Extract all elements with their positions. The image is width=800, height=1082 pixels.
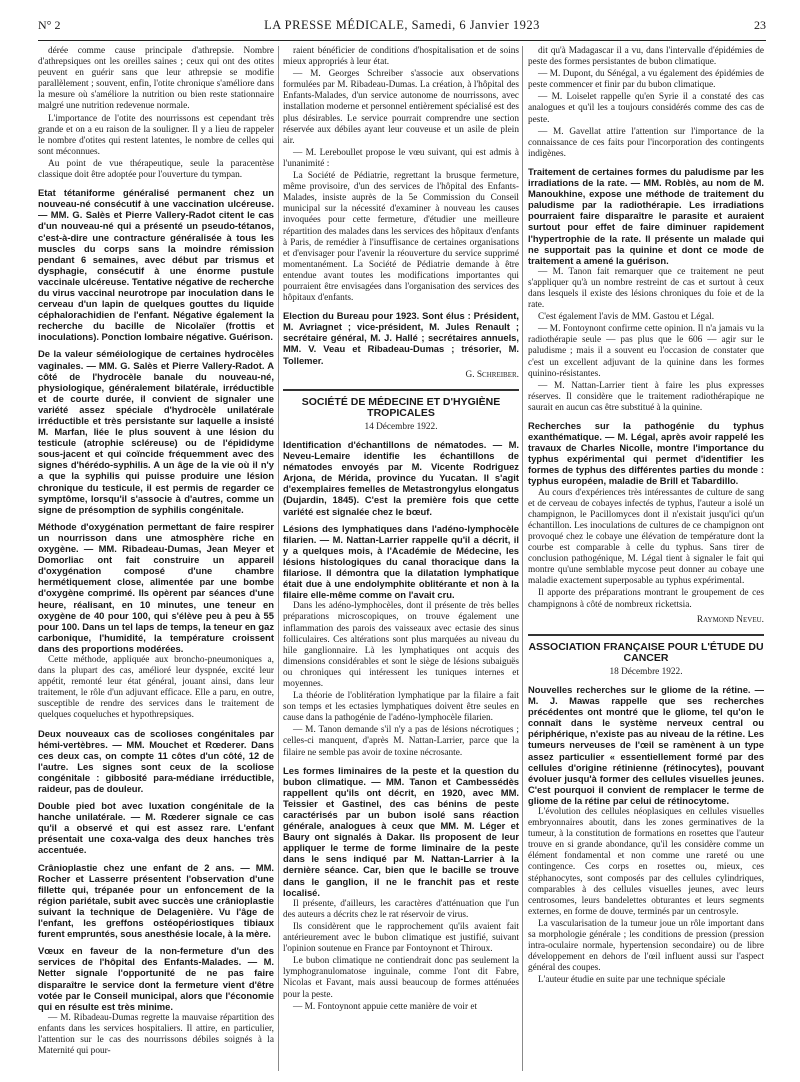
column-divider (278, 46, 279, 1071)
paragraph: — M. Lereboullet propose le vœu suivant, qui est admis à l'unanimité : (283, 147, 519, 169)
paragraph: — M. Georges Schreiber s'associe aux observations formulées par M. Ribadeau-Dumas. La création, à l'hôpital des Enfants-Malades, d'un service autonome de nourrissons, avec installation moderne et personnel entièrement spécialisé est des plus désirables. Le service pourrait comprendre une section réservée aux débiles ayant leur couveuse et un asile de plein air. (283, 69, 519, 146)
article-heading-paragraph: Deux nouveaux cas de scolioses congénitales par hémi-vertèbres. — MM. Mouchet et Rœderer. Dans ces deux cas, on compte 11 côtes d'un côté, 12 de l'autre. Les signes sont ceux de la scoliose congénitale : gibbosité para-médiane irréductible, raideur, pas de douleur. (38, 727, 274, 794)
paragraph: — M. Ribadeau-Dumas regrette la mauvaise répartition des enfants dans les services hospitaliers. Il attire, en particulier, l'attention sur le cas des nourrissons débiles soignés à la Maternité qui pour- (38, 1012, 274, 1057)
article-heading-paragraph: Méthode d'oxygénation permettant de faire respirer un nourrisson dans une atmosphère riche en oxygène. — MM. Ribadeau-Dumas, Jean Meyer et Domorliac ont fait construire un appareil d'oxygénation composé d'une chambre hermétiquement close, alimentée par une bombe d'oxygène comprimé. Ils opèrent par séances d'une heure, réalisant, en 10 minutes, une teneur en oxygène de 40 pour 100, qui s'élève peu à peu à 55 pour 100. Dans un tel laps de temps, la teneur en gaz carbonique, l'humidité, la température croissent dans des proportions modérées. (38, 520, 274, 654)
paragraph: raient bénéficier de conditions d'hospitalisation et de soins mieux appropriés à leur état. (283, 46, 519, 68)
page-number: 23 (754, 18, 766, 32)
section-date: 14 Décembre 1922. (364, 421, 438, 432)
article-heading-paragraph: Recherches sur la pathogénie du typhus exanthématique. — M. Légal, après avoir rappelé les travaux de Charles Nicolle, montre l'importance du typhus expérimental qui permet d'identifier les formes de typhus des différentes parties du monde : typhus européen, maladie de Brill et Tabardillo. (528, 420, 764, 487)
paragraph: La théorie de l'oblitération lymphatique par la filaire a fait son temps et les ectasies lymphatiques doivent être seules en cause dans la pathogénie de l'adéno-lymphocèle filarien. (283, 691, 519, 724)
article-heading-paragraph: Election du Bureau pour 1923. Sont élus : Président, M. Avriagnet ; vice-président, M. Jules Renault ; secrétaire général, M. J. Hallé ; secrétaires annuels, MM. V. Veau et Ribadeau-Dumas ; trésorier, M. Tollemer. (283, 310, 519, 366)
paragraph: L'évolution des cellules néoplasiques en cellules visuelles embryonnaires aboutit, dans les zones germinatives de la tumeur, à la constitution de formations en rosettes que l'auteur trouve en si grande abondance, qu'il les considère comme un élément fondamental et non comme une rareté ou une contingence. Ces corps en rosettes ou, mieux, ces stéphanocytes, sont composés par des cellules cylindriques, comparables à des cellules visuelles jeunes, avec leurs centrosomes, leurs bandelettes obturantes et leurs segments externes, en forme de douve, terminés par un centrosyle. (528, 807, 764, 917)
paragraph: Dans les adéno-lymphocèles, dont il présente de très belles préparations microscopiques, on trouve également une inflammation des parois des vaisseaux avec ectasie des sinus folliculaires. Ces altérations sont plus marquées au niveau du hile ganglionnaire. Là les lymphatiques ont acquis des dimensions considérables et sont le siège de lésions subaiguës ou chroniques qui intéressent les tuniques internes et moyennes. (283, 601, 519, 689)
paragraph: Ils considèrent que le rapprochement qu'ils avaient fait antérieurement avec le bubon climatique est justifié, suivant l'opinion soutenue en France par Fontoynont et Thiroux. (283, 921, 519, 955)
paragraph: — M. Dupont, du Sénégal, a vu également des épidémies de peste commencer et finir par du bubon climatique. (528, 69, 764, 91)
article-heading-paragraph: Traitement de certaines formes du paludisme par les irradiations de la rate. — MM. Roblès, au nom de M. Manoukhine, expose une méthode de traitement du paludisme par la radiothérapie. Les irradiations pourraient faire disparaître le parasite et auraient surtout pour effet de faire diminuer rapidement l'hypertrophie de la rate. Il présente un malade qui ne supportait pas la quinine et dont ce mode de traitement a amené la guérison. (528, 165, 764, 266)
issue-number: N° 2 (38, 18, 61, 32)
paragraph: C'est également l'avis de MM. Gastou et Légal. (538, 312, 715, 323)
article-heading-paragraph: De la valeur séméiologique de certaines hydrocèles vaginales. — MM. G. Salès et Pierre Vallery-Radot. A côté de l'hydrocèle banale du nouveau-né, physiologique, généralement bilatérale, irréductible et de courte durée, il convient de signaler une variété assez spéciale d'hydrocèle unilatérale irréductible et très persistante sur laquelle a insisté M. Marfan, liée le plus souvent à une lésion du testicule (atrophie scléreuse) ou de l'épididyme sous-jacent et qui coïncide fréquemment avec des signes d'hérédo-syphilis. A un âge de la vie où il n'y a que la syphilis qui puisse produire une lésion chronique du testicule, il est permis de regarder ce symptôme, lorsqu'il s'associe à d'autres, comme un signe de présomption de syphilis congénitale. (38, 348, 274, 515)
column-3 (528, 46, 764, 1071)
column-divider (522, 46, 523, 1071)
article-heading-paragraph: Identification d'échantillons de nématodes. — M. Neveu-Lemaire identifie les échantillons de nématodes envoyés par M. Vicente Rodriguez Arjona, de Mérida, province du Yucatan. Il s'agit d'exemplaires femelles de Metastrongylus elongatus (Dujardin, 1845). C'est la première fois que cette variété est signalée chez le bœuf. (283, 439, 519, 517)
paragraph: Il présente, d'ailleurs, les caractères d'atténuation que l'un des auteurs a décrits chez le rat réservoir de virus. (283, 898, 519, 920)
column-2 (283, 46, 519, 1071)
paragraph: dérée comme cause principale d'athrepsie. Nombre d'athrepsiques ont les oreilles saines ; ceux qui ont des otites peuvent en guérir sans que leur athrepsie se modifie parallèlement ; souvent, enfin, l'otite chronique s'améliore dans la mesure où s'améliore la nutrition ou bien reste stationnaire malgré une nutrition redevenue normale. (38, 46, 274, 112)
paragraph: — M. Fontoynont confirme cette opinion. Il n'a jamais vu la radiothérapie seule — pas plus que le 606 — agir sur le paludisme ; mais il a souvent eu l'occasion de constater que c'est un excellent adjuvant de la quinine dans les formes quinino-résistantes. (528, 324, 764, 379)
paragraph: — M. Tanon fait remarquer que ce traitement ne peut s'appliquer qu'à un nombre restreint de cas et surtout à ceux dans lesquels il existe des lésions chroniques du foie et de la rate. (528, 266, 764, 311)
paragraph: Il apporte des préparations montrant le groupement de ces champignons à côté de nombreux rickettsia. (528, 588, 764, 610)
article-heading-paragraph: Les formes liminaires de la peste et la question du bubon climatique. — MM. Tanon et Cambessédès rappellent qu'ils ont décrit, en 1920, avec MM. Teissier et Gastinel, des cas bénins de peste caractérisés par un bubon isolé sans réaction générale, analogues à ceux que MM. M. Léger et Baury ont signalés à Dakar. Ils proposent de leur appliquer le terme de forme liminaire de la peste dans le sens indiqué par M. Nattan-Larrier à la dernière séance. Car, bien que le bacille se trouve dans le ganglion, il ne le franchit pas et reste localisé. (283, 764, 519, 898)
author-signature: Raymond Neveu. (696, 614, 764, 625)
paragraph: — M. Fontoynont appuie cette manière de voir et (293, 1001, 478, 1012)
paragraph: Au cours d'expériences très intéressantes de culture de sang et de cerveau de cobayes infectés de typhus, l'auteur a isolé un champignon, le Pacillomyces dont il n'existait jusqu'ici qu'un échantillon. Les inoculations de cultures de ce champignon ont provoqué chez le cobaye une élévation de température dont la courbe est comparable à celle du typhus. Sans tirer de conclusion pathogénique, M. Légal tient à signaler le fait qui montre qu'une semblable mycose peut donner au cobaye une maladie exactement superposable au typhus expérimental. (528, 487, 764, 587)
journal-title: LA PRESSE MÉDICALE, Samedi, 6 Janvier 1923 (264, 18, 540, 32)
paragraph: L'auteur étudie en suite par une technique spéciale (538, 975, 726, 986)
article-heading-paragraph: Crânioplastie chez une enfant de 2 ans. — MM. Rocher et Lasserre présentent l'observation d'une fillette qui, trépanée pour un enfoncement de la région pariétale, subit avec succès une crânioplastie suivant la technique de Delagenière. Vu l'âge de l'enfant, les greffons ostéopériostiques tibiaux furent empruntés, sous anesthésie locale, à la mère. (38, 861, 274, 940)
article-heading-paragraph: Lésions des lymphatiques dans l'adéno-lymphocèle filarien. — M. Nattan-Larrier rappelle qu'il a décrit, il y a quelques mois, à l'Académie de Médecine, les lésions histologiques du canal thoracique dans la filariose. Il démontra que la dilatation lymphatique était due à une endolymphite oblitérante et non à la filaire elle-même comme on l'avait cru. (283, 522, 519, 601)
article-heading-paragraph: Double pied bot avec luxation congénitale de la hanche unilatérale. — M. Rœderer signale ce cas qu'il a observé et qui est assez rare. L'enfant présentait une coxa-valga des deux hanches très accentuée. (38, 800, 274, 856)
paragraph: Le bubon climatique ne contiendrait donc pas seulement la lymphogranulomatose inguinale, comme l'ont dit Fabre, Nicolas et Favant, mais aussi beaucoup de formes atténuées pour la peste. (283, 956, 519, 1000)
paragraph: — M. Gavellat attire l'attention sur l'importance de la connaissance de ces faits pour l'incorporation des contingents indigènes. (528, 126, 764, 159)
paragraph: Au point de vue thérapeutique, seule la paracentèse classique doit être adoptée pour l'ouverture du tympan. (38, 158, 274, 181)
article-heading-paragraph: Nouvelles recherches sur le gliome de la rétine. — M. J. Mawas rappelle que ses recherches précédentes ont montré que le gliome, tel qu'on le connaît dans le système nerveux central ou périphérique, n'existe pas au niveau de la rétine. Les tumeurs nerveuses de l'œil se ramènent à un type assez particulier « essentiellement formé par des cellules d'origine rétinienne (rétinocytes), pouvant évoluer jusqu'à former des cellules visuelles jeunes. C'est pourquoi il convient de remplacer le terme de gliome de la rétine par celui de rétinocytome. (528, 683, 764, 806)
article-heading-paragraph: Etat tétaniforme généralisé permanent chez un nouveau-né consécutif à une vaccination ulcéreuse. — MM. G. Salès et Pierre Vallery-Radot citent le cas d'un nouveau-né qui a présenté un pseudo-tétanos, c'est-à-dire une contracture généralisée à tous les muscles du corps sans la moindre rémission pendant 6 semaines, avec début par trismus et dysphagie, consécutif à une énorme pustule vaccinale ulcéreuse. Tentative négative de recherche du virus vaccinal neurotrope par inoculation dans le cerveau d'un lapin de quelques gouttes du liquide céphalorachidien de l'enfant. Négative également la recherche du bacille de Nicolaïer (frottis et inoculations). Ponction lombaire négative. Guérison. (38, 187, 274, 343)
paragraph: Cette méthode, appliquée aux broncho-pneumoniques a, dans la plupart des cas, amélioré leur dyspnée, excité leur appétit, remonté leur état général, jouant ainsi, dans leur traitement, le rôle d'un adjuvant efficace. Elle a paru, en outre, susceptible de rendre des services dans le traitement de quelques coqueluches et hypothrepsiques. (38, 654, 274, 721)
paragraph: dit qu'à Madagascar il a vu, dans l'intervalle d'épidémies de peste des formes persistantes de bubon climatique. (528, 46, 764, 68)
column-1 (38, 46, 274, 1071)
paragraph: — M. Nattan-Larrier tient à faire les plus expresses réserves. Il considère que le traitement radiothérapique ne saurait en aucun cas être substitué à la quinine. (528, 380, 764, 413)
article-heading-paragraph: Vœux en faveur de la non-fermeture d'un des services de l'hôpital des Enfants-Malades. — M. Netter signale l'opportunité de ne pas faire disparaître le service dont la fermeture vient d'être votée par le Conseil municipal, alors que l'économie qui en résulte est très minime. (38, 945, 274, 1012)
author-signature: G. Schreiber. (465, 369, 519, 380)
paragraph: La vascularisation de la tumeur joue un rôle important dans sa morphologie générale ; les conditions de pression (pression intra-oculaire normale, hypertension secondaire) ou de libre développement en dehors de l'œil influent aussi sur l'aspect général des coupes. (528, 918, 764, 974)
paragraph: — M. Loiselet rappelle qu'en Syrie il a constaté des cas analogues et qu'il les a toujours considérés comme des cas de peste. (528, 92, 764, 125)
paragraph: — M. Tanon demande s'il n'y a pas de lésions nécrotiques ; celles-ci manquent, d'après M. Nattan-Larrier, parce que la filaire ne semble pas avoir de toxine nécrosante. (283, 725, 519, 758)
section-date: 18 Décembre 1922. (609, 666, 683, 677)
section-title: ASSOCIATION FRANÇAISE POUR L'ÉTUDE DU CANCER (528, 634, 764, 664)
section-title: SOCIÉTÉ DE MÉDECINE ET D'HYGIÈNE TROPICALES (283, 389, 519, 419)
page-header (38, 18, 766, 41)
paragraph: La Société de Pédiatrie, regrettant la brusque fermeture, même provisoire, d'un des services de l'hôpital des Enfants-Malades, insiste auprès de la 5e Commission du Conseil municipal sur la nécessité d'examiner à nouveau les causes invoquées pour cette fermeture, d'étudier une meilleure répartition des malades dans les services des hôpitaux d'enfants à Paris, de remédier à l'insuffisance de certaines organisations et d'envisager pour l'avenir la réouverture du service supprimé momentanément. La Société de Pédiatrie demande à être entendue avant toutes les modifications importantes qui pourraient être envisagées dans l'organisation des services des hôpitaux d'enfants. (283, 171, 519, 304)
paragraph: L'importance de l'otite des nourrissons est cependant très grande et on a eu raison de la souligner. Il y a lieu de rappeler le nombre d'otites qui restent latentes, le nombre de celles qui sont méconnues. (38, 113, 274, 157)
